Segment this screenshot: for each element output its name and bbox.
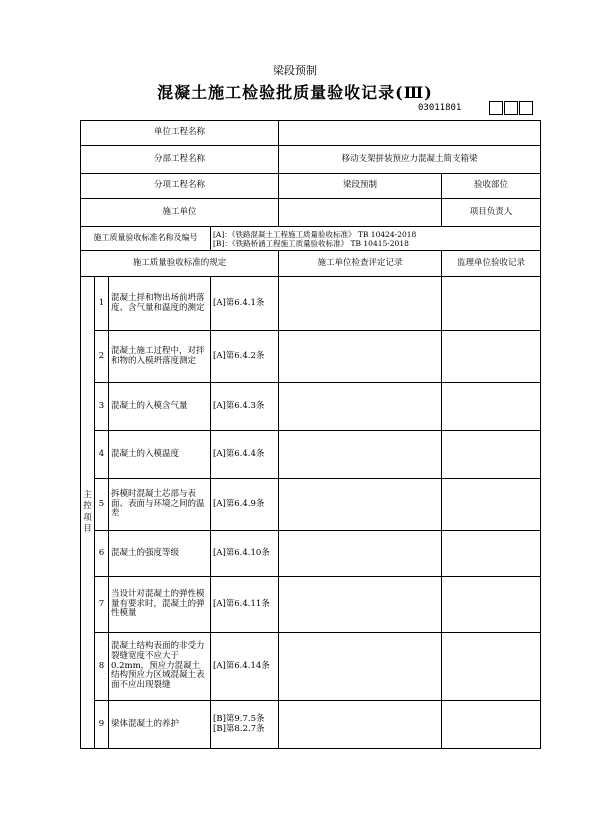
table-row <box>81 577 541 633</box>
column-header-self-check: 施工单位检查评定记录 <box>279 251 442 277</box>
self-check-record[interactable] <box>279 577 442 633</box>
project-manager-label: 项目负责人 <box>442 199 541 227</box>
table-row <box>81 701 541 749</box>
table-row <box>81 331 541 383</box>
unit-project-value[interactable] <box>279 121 541 146</box>
standard-a: [A]：《铁路混凝土工程施工质量验收标准》 TB 10424-2018 <box>213 229 417 239</box>
supervision-record[interactable] <box>442 701 541 749</box>
standard-label: 施工质量验收标准名称及编号 <box>81 227 211 251</box>
form-title: 混凝土施工检验批质量验收记录(Ⅲ) <box>157 83 433 102</box>
item-clause: [A]第6.4.11条 <box>211 577 279 633</box>
division-label: 分部工程名称 <box>81 146 279 174</box>
self-check-record[interactable] <box>279 431 442 479</box>
item-description: 混凝土结构表面的非受力裂缝宽度不应大于0.2mm，预应力混凝土结构预应力区域混凝土表面不应出现裂缝 <box>109 633 211 701</box>
item-description: 拆模时混凝土芯部与表面、表面与环境之间的温差 <box>109 479 211 531</box>
table-row <box>81 277 541 331</box>
item-number: 2 <box>95 331 109 383</box>
code-box[interactable] <box>489 101 503 115</box>
table-row <box>81 383 541 431</box>
self-check-record[interactable] <box>279 633 442 701</box>
item-clause: [A]第6.4.10条 <box>211 531 279 577</box>
item-description: 混凝土的入模含气量 <box>109 383 211 431</box>
item-clause: [A]第6.4.9条 <box>211 479 279 531</box>
item-clause: [A]第6.4.4条 <box>211 431 279 479</box>
item-description: 混凝土的强度等级 <box>109 531 211 577</box>
supervision-record[interactable] <box>442 531 541 577</box>
form-code: 03011801 <box>418 103 462 113</box>
self-check-record[interactable] <box>279 383 442 431</box>
item-description: 混凝土施工过程中，对拌和物的入模坍落度测定 <box>109 331 211 383</box>
item-clause: [A]第6.4.3条 <box>211 383 279 431</box>
item-number: 3 <box>95 383 109 431</box>
inspection-part-label: 验收部位 <box>442 174 541 199</box>
standard-names <box>211 227 541 251</box>
item-number: 9 <box>95 701 109 749</box>
supervision-record[interactable] <box>442 277 541 331</box>
pre-title: 梁段预制 <box>273 64 317 77</box>
supervision-record[interactable] <box>442 479 541 531</box>
supervision-record[interactable] <box>442 633 541 701</box>
item-number: 6 <box>95 531 109 577</box>
item-clause: [B]第9.7.5条 [B]第8.2.7条 <box>211 701 279 749</box>
supervision-record[interactable] <box>442 577 541 633</box>
self-check-record[interactable] <box>279 331 442 383</box>
main-control-label: 主控项目 <box>81 277 95 749</box>
item-description: 混凝土的入模温度 <box>109 431 211 479</box>
self-check-record[interactable] <box>279 277 442 331</box>
supervision-record[interactable] <box>442 331 541 383</box>
division-value[interactable]: 移动支架拼装预应力混凝土简支箱梁 <box>279 146 541 174</box>
inspection-table <box>80 120 541 749</box>
item-number: 5 <box>95 479 109 531</box>
item-number: 7 <box>95 577 109 633</box>
item-number: 1 <box>95 277 109 331</box>
item-description: 混凝土拌和物出场前坍落度、含气量和温度的测定 <box>109 277 211 331</box>
construction-unit-label: 施工单位 <box>81 199 279 227</box>
supervision-record[interactable] <box>442 431 541 479</box>
unit-project-label: 单位工程名称 <box>81 121 279 146</box>
column-header-spec: 施工质量验收标准的规定 <box>81 251 279 277</box>
item-description: 当设计对混凝土的弹性模量有要求时，混凝土的弹性模量 <box>109 577 211 633</box>
item-description: 梁体混凝土的养护 <box>109 701 211 749</box>
table-row <box>81 531 541 577</box>
item-number: 8 <box>95 633 109 701</box>
code-box[interactable] <box>519 101 533 115</box>
construction-unit-value[interactable] <box>279 199 442 227</box>
item-clause: [A]第6.4.14条 <box>211 633 279 701</box>
item-clause: [A]第6.4.1条 <box>211 277 279 331</box>
column-header-supervision: 监理单位验收记录 <box>442 251 541 277</box>
self-check-record[interactable] <box>279 479 442 531</box>
standard-b: [B]：《铁路桥涵工程施工质量验收标准》 TB 10415-2018 <box>213 238 409 248</box>
subdivision-value[interactable]: 梁段预制 <box>279 174 442 199</box>
supervision-record[interactable] <box>442 383 541 431</box>
self-check-record[interactable] <box>279 701 442 749</box>
self-check-record[interactable] <box>279 531 442 577</box>
table-row <box>81 479 541 531</box>
item-clause: [A]第6.4.2条 <box>211 331 279 383</box>
table-row <box>81 431 541 479</box>
table-row <box>81 633 541 701</box>
item-number: 4 <box>95 431 109 479</box>
subdivision-label: 分项工程名称 <box>81 174 279 199</box>
code-box[interactable] <box>504 101 518 115</box>
code-boxes <box>489 101 533 115</box>
